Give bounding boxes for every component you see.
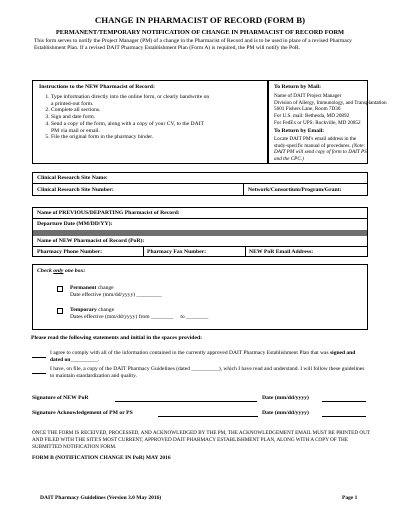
address-line: For U.S. mail: Bethesda, MD 20892 xyxy=(274,113,350,120)
mail-heading: To Return by Mail: xyxy=(274,84,322,90)
temporary-suffix: change xyxy=(96,307,115,313)
initial-field-1[interactable] xyxy=(32,357,46,358)
grey-separator xyxy=(33,230,367,236)
date-field-1[interactable] xyxy=(322,401,366,402)
signature-ack-label: Signature Acknowledgement of PM or PS xyxy=(32,410,133,416)
email-label: NEW PoR Email Address: xyxy=(249,249,314,255)
statement-1-bold: signed and dated on xyxy=(50,350,356,364)
temporary-checkbox[interactable] xyxy=(57,308,63,314)
address-line: For FedEx or UPS: Rockville, MD 20852 xyxy=(274,119,361,126)
statements-heading: Please read the following statements and initial in the spaces provided: xyxy=(31,335,203,341)
row-divider xyxy=(33,218,367,219)
previous-pharmacist-label: Name of PREVIOUS/DEPARTING Pharmacist of Record: xyxy=(37,210,180,216)
address-line: 5601 Fishers Lane, Room 7D30 xyxy=(274,106,341,113)
signature-new-field[interactable] xyxy=(115,401,257,402)
site-divider xyxy=(243,184,244,196)
site-number-label: Clinical Research Site Number: xyxy=(37,187,114,193)
date-field-2[interactable] xyxy=(322,416,366,417)
address-line: Name of DAIT Project Manager xyxy=(274,93,342,99)
instruction-step: 2. Complete all sections. xyxy=(51,107,211,114)
return-box xyxy=(268,80,387,164)
email-instructions xyxy=(274,136,368,162)
temporary-dates-field[interactable]: Dates effective (mm/dd/yyyy) from ________ to ________ xyxy=(70,314,209,320)
new-pharmacist-label: Name of NEW Pharmacist of Record (PoR): xyxy=(37,238,145,244)
check-heading xyxy=(37,268,85,274)
footer-left: DAIT Pharmacy Guidelines (Version 3.0 May 2016) xyxy=(40,495,162,501)
permanent-checkbox[interactable] xyxy=(57,286,63,292)
phone-label: Pharmacy Phone Number: xyxy=(37,249,103,255)
permanent-date-field[interactable]: Date effective (mm/dd/yyyy) _________ xyxy=(70,292,162,298)
permanent-suffix: change xyxy=(96,285,114,291)
email-note: (Note: DAIT PM will send copy of form to DAIT PS and the CPC.) xyxy=(274,142,367,162)
address-line: Division of Allergy, Immunology, and Transplantation xyxy=(274,99,387,106)
change-type-box xyxy=(32,264,368,330)
col-divider xyxy=(143,246,144,257)
statement-2: I have, on file, a copy of the DAIT Pharmacy Guidelines (dated __________), which I have read and understand. I will follow these guidelines to maintain standardization and quality. xyxy=(50,366,365,380)
check-heading-only: only xyxy=(53,268,64,274)
date-label-2: Date (mm/dd/yyyy) xyxy=(262,410,309,416)
signature-ack-field[interactable] xyxy=(158,416,258,417)
form-subtitle: PERMANENT/TEMPORARY NOTIFICATION OF CHANGE IN PHARMACIST OF RECORD FORM xyxy=(55,29,345,36)
footer-page-number: Page 1 xyxy=(342,495,358,501)
site-name-label: Clinical Research Site Name: xyxy=(37,175,108,181)
mail-address xyxy=(274,93,387,127)
instruction-step: 1. Type information directly into the online form, or clearly handwrite on a printed-out form. xyxy=(51,94,211,107)
intro-text: This form serves to notify the Project Manager (PM) of a change in the Pharmacist of Record and is to be used in place of a revised Pharmacy Establishment Plan. If a revised DAIT Pharmacy Establishment Plan (Form A) is required, the PM will notify the PoR. xyxy=(34,38,352,52)
instruction-step: 4. Send a copy of the form, along with a copy of your CV, to the DAIT PM via mail or email. xyxy=(51,121,211,134)
row-divider xyxy=(33,246,367,247)
statement-1-post: __________. xyxy=(70,357,100,364)
email-heading: To Return by Email: xyxy=(274,128,325,134)
network-label: Network/Consortium/Program/Grant: xyxy=(248,187,342,193)
permanent-text xyxy=(70,285,114,291)
instruction-step: 5. File the original form in the pharmacy binder. xyxy=(51,134,211,141)
date-label-1: Date (mm/dd/yyyy) xyxy=(262,395,309,401)
initial-field-2[interactable] xyxy=(32,373,46,374)
permanent-label: Permanent xyxy=(70,285,97,291)
form-title: CHANGE IN PHARMACIST OF RECORD (FORM B) xyxy=(94,15,306,25)
site-info-box xyxy=(32,172,368,196)
acknowledgement-notice: ONCE THE FORM IS RECEIVED, PROCESSED, AND ACKNOWLEDGED BY THE PM, THE ACKNOWLEDGEMENT EMAIL MUST BE PRINTED OUT AND FILED WITH THE SITE'S MOST CURRENT, APPROVED DAIT PHARMACY ESTABLISHMENT PLAN, ALONG WITH A COPY OF THE SUBMITTED NOTIFICATION FORM. xyxy=(32,430,370,450)
instruction-step: 3. Sign and date form. xyxy=(51,114,211,121)
temporary-text xyxy=(70,307,114,313)
departure-date-label: Departure Date (MM/DD/YY): xyxy=(37,221,113,227)
temporary-label: Temporary xyxy=(70,307,97,313)
col-divider xyxy=(245,246,246,257)
statement-1-pre: I agree to comply with all of the information contained in the currently approved DAIT Pharmacy Establishment Plan that was xyxy=(50,350,331,356)
instructions-heading: Instructions to the NEW Pharmacist of Record: xyxy=(39,84,155,90)
signature-new-label: Signature of NEW PoR xyxy=(32,395,89,401)
check-heading-post: one box: xyxy=(63,268,86,274)
form-label: FORM B (NOTIFICATION CHANGE IN PoR) MAY 2016 xyxy=(32,455,171,461)
pharmacist-info-box xyxy=(32,207,368,257)
check-heading-pre: Check xyxy=(37,268,54,274)
instructions-box xyxy=(32,80,268,164)
email-text: Locate DAIT PM's email address in the study-specific manual of procedures. xyxy=(274,136,357,149)
statement-1 xyxy=(50,350,368,365)
fax-label: Pharmacy Fax Number: xyxy=(147,249,207,255)
instructions-list xyxy=(51,94,211,141)
